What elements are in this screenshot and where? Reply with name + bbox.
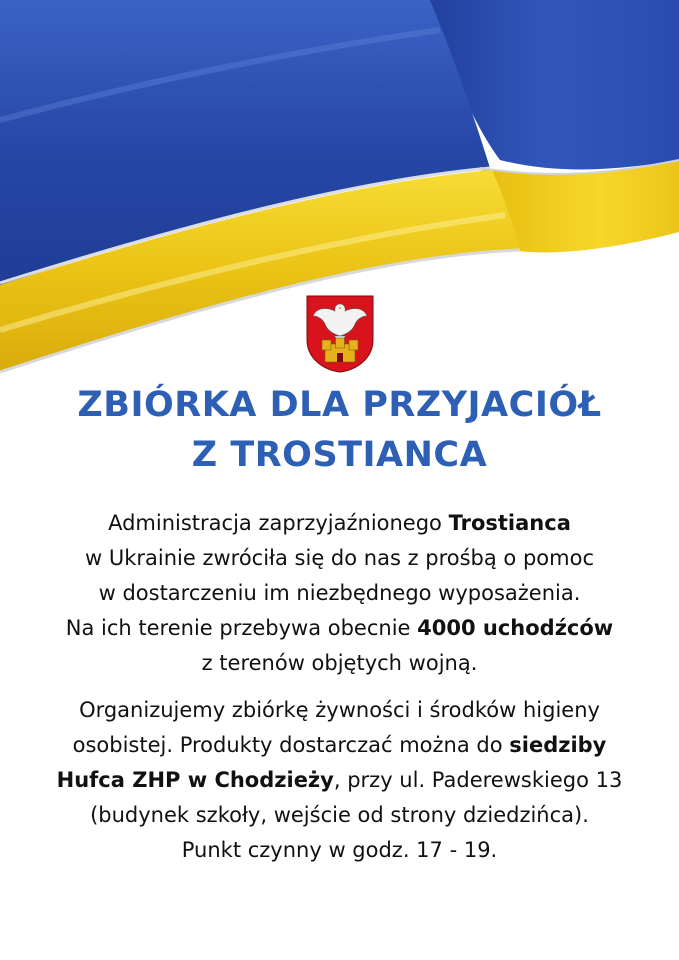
location-bold: Hufca ZHP w Chodzieży [56, 768, 334, 792]
intro-line-4 [0, 611, 679, 646]
title-line-2: Z TROSTIANCA [191, 435, 488, 475]
title-line-1: ZBIÓRKA DLA PRZYJACIÓŁ [77, 385, 602, 425]
intro-line-2: w Ukrainie zwróciła się do nas z prośbą o pomoc [84, 546, 594, 570]
refugee-count: 4000 uchodźców [417, 616, 614, 640]
collection-line-2 [0, 728, 679, 763]
intro-line-1 [0, 506, 679, 541]
location-bold: siedziby [509, 733, 607, 757]
collection-line-3 [0, 763, 679, 798]
address-text: , przy ul. Paderewskiego 13 [333, 768, 623, 792]
intro-text: Na ich terenie przebywa obecnie [65, 616, 418, 640]
intro-paragraph [0, 506, 679, 681]
collection-text: osobistej. Produkty dostarczać można do [72, 733, 510, 757]
intro-text: Administracja zaprzyjaźnionego [108, 511, 449, 535]
collection-line-1: Organizujemy zbiórkę żywności i środków higieny [79, 698, 600, 722]
collection-line-4: (budynek szkoły, wejście od strony dziedzińca). [90, 803, 589, 827]
collection-paragraph [0, 693, 679, 868]
intro-line-3: w dostarczeniu im niezbędnego wyposażenia. [98, 581, 581, 605]
page-title [0, 380, 679, 480]
intro-line-5: z terenów objętych wojną. [201, 651, 478, 675]
town-name: Trostianca [448, 511, 571, 535]
eagle-coat-of-arms-icon [305, 294, 375, 374]
opening-hours: Punkt czynny w godz. 17 - 19. [181, 838, 498, 862]
